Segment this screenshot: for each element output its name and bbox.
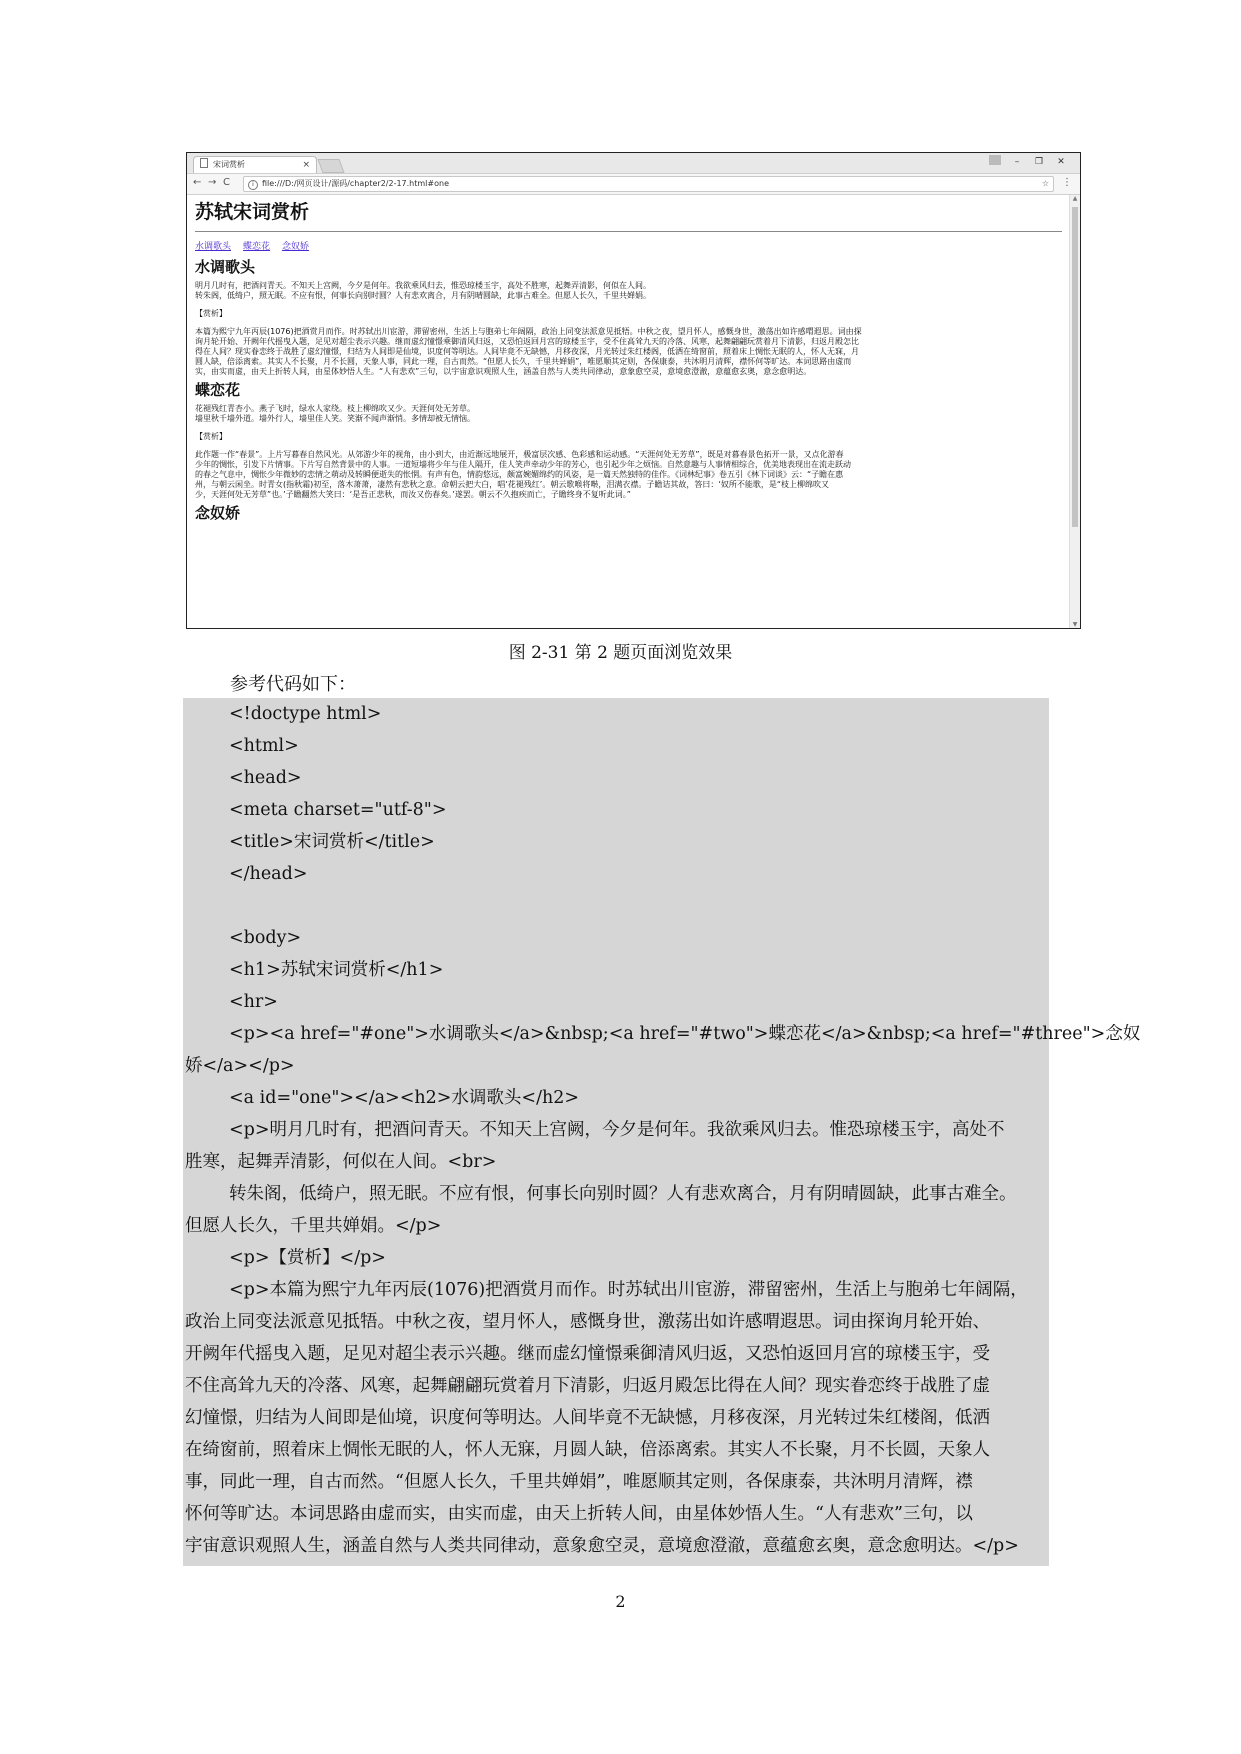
code-line: <p>本篇为熙宁九年丙辰(1076)把酒赏月而作。时苏轼出川宦游，滞留密州，生活上与胞弟七年阔隔， bbox=[229, 1280, 1028, 1300]
code-line: 幻憧憬，归结为人间即是仙境，识度何等明达。人间毕竟不无缺憾，月移夜深，月光转过朱红楼阁，低洒 bbox=[185, 1408, 990, 1428]
code-line: 娇</a></p> bbox=[185, 1056, 295, 1076]
bookmark-star-icon[interactable]: ☆ bbox=[1041, 179, 1049, 188]
link-dielian[interactable]: 蝶恋花 bbox=[243, 242, 271, 252]
browser-tab[interactable] bbox=[193, 156, 317, 173]
poem-line: 明月几时有，把酒问青天。不知天上宫阙，今夕是何年。我欲乘风归去，惟恐琼楼玉宇，高处不胜寒，起舞弄清影，何似在人间。 bbox=[195, 281, 651, 290]
code-line: 开阙年代摇曳入题，足见对超尘表示兴趣。继而虚幻憧憬乘御清风归返，又恐怕返回月宫的琼楼玉宇，受 bbox=[185, 1344, 990, 1364]
link-shuidiao[interactable]: 水调歌头 bbox=[195, 242, 232, 252]
scroll-down-icon[interactable]: ▼ bbox=[1072, 621, 1078, 628]
analysis-line: 少年的惆怅，引发下片情事。下片写自然背景中的人事。一道短墙将少年与佳人隔开，佳人笑声牵动少年的芳心，也引起少年之烦恼。自然意趣与人事情相综合，优美地表现出在流走跃动 bbox=[195, 460, 851, 469]
code-line: <hr> bbox=[229, 992, 278, 1012]
back-icon[interactable]: ← bbox=[193, 177, 202, 188]
close-window-icon[interactable]: ✕ bbox=[1057, 157, 1065, 167]
scrollbar[interactable] bbox=[1069, 195, 1080, 628]
analysis-text bbox=[195, 450, 1062, 500]
code-line: <p><a href="#one">水调歌头</a>&nbsp;<a href="#two">蝶恋花</a>&nbsp;<a href="#three">念奴 bbox=[229, 1024, 1141, 1044]
code-line: <h1>苏轼宋词赏析</h1> bbox=[229, 960, 444, 980]
page-icon bbox=[200, 158, 208, 168]
minimize-icon[interactable]: – bbox=[1014, 157, 1020, 167]
page-heading: 苏轼宋词赏析 bbox=[195, 201, 310, 223]
code-line: 在绮窗前，照着床上惆怅无眠的人，怀人无寐，月圆人缺，倍添离索。其实人不长聚，月不长圆，天象人 bbox=[185, 1440, 990, 1460]
code-line: <meta charset="utf-8"> bbox=[229, 800, 447, 820]
analysis-line: 询月轮开始、开阙年代摇曳入题，足见对超尘表示兴趣。继而虚幻憧憬乘御清风归返，又恐怕返回月宫的琼楼玉宇，受不住高耸九天的冷落、风寒，起舞翩翩玩赏着月下清影，归返月殿怎比 bbox=[195, 337, 859, 346]
analysis-line: 得在人间？现实眷恋终于战胜了虚幻憧憬，归结为人间即是仙境，识度何等明达。人间毕竟不无缺憾，月移夜深，月光转过朱红楼阁，低洒在绮窗前，照着床上惆怅无眠的人，怀人无寐，月 bbox=[195, 347, 859, 356]
url-text: file:///D:/网页设计/源码/chapter2/2-17.html#one bbox=[262, 179, 449, 188]
poem-line: 花褪残红青杏小。燕子飞时，绿水人家绕。枝上柳绵吹又少。天涯何处无芳草。 bbox=[195, 404, 475, 413]
figure-caption: 图 2-31 第 2 题页面浏览效果 bbox=[508, 643, 733, 663]
code-line: <body> bbox=[229, 928, 302, 948]
code-line: <!doctype html> bbox=[229, 704, 382, 724]
anchor-links bbox=[195, 242, 1062, 252]
analysis-line: 州，与朝云闲坐。时青女(指秋霜)初至，落木萧萧，凄然有悲秋之意。命朝云把大白，唱‘花褪残红’。朝云歌喉将啭，泪满衣襟。子瞻诘其故，答曰：‘奴所不能歌，是“枝上柳绵吹又 bbox=[195, 480, 830, 489]
code-line: <title>宋词赏析</title> bbox=[229, 832, 435, 852]
poem-text bbox=[195, 281, 1062, 301]
horizontal-rule bbox=[195, 231, 1062, 232]
code-line: </head> bbox=[229, 864, 308, 884]
scrollbar-thumb[interactable] bbox=[1072, 207, 1078, 527]
code-block bbox=[183, 698, 1141, 1566]
tab-bar bbox=[187, 153, 1080, 174]
analysis-label: 【赏析】 bbox=[195, 432, 227, 441]
page-viewport bbox=[187, 195, 1070, 628]
poem-text bbox=[195, 404, 1062, 424]
analysis-label: 【赏析】 bbox=[195, 309, 227, 318]
code-line: 转朱阁，低绮户，照无眠。不应有恨，何事长向别时圆？人有悲欢离合，月有阴晴圆缺，此事古难全。 bbox=[229, 1184, 1017, 1204]
restore-icon[interactable]: ❐ bbox=[1034, 157, 1044, 167]
address-bar bbox=[187, 174, 1080, 195]
new-tab-button[interactable] bbox=[317, 159, 344, 173]
tab-close-icon[interactable]: × bbox=[302, 160, 310, 170]
section-heading: 蝶恋花 bbox=[195, 381, 241, 399]
code-line: 胜寒，起舞弄清影，何似在人间。<br> bbox=[185, 1152, 497, 1172]
section-heading: 念奴娇 bbox=[195, 504, 241, 522]
url-field[interactable] bbox=[243, 176, 1054, 192]
poem-line: 墙里秋千墙外道。墙外行人，墙里佳人笑。笑渐不闻声渐悄。多情却被无情恼。 bbox=[195, 414, 475, 423]
analysis-line: 实，由实而虚，由天上折转人间，由星体妙悟人生。“人有悲欢”三句，以宇宙意识观照人生，涵盖自然与人类共同律动，意象愈空灵，意境愈澄澈，意蕴愈玄奥，意念愈明达。 bbox=[195, 367, 812, 376]
intro-text: 参考代码如下： bbox=[230, 674, 356, 695]
code-line: <p>【赏析】</p> bbox=[229, 1248, 386, 1268]
code-line: 但愿人长久，千里共婵娟。</p> bbox=[185, 1216, 442, 1236]
analysis-text bbox=[195, 327, 1062, 377]
window-controls bbox=[984, 155, 1072, 167]
code-line: 不住高耸九天的冷落、风寒，起舞翩翩玩赏着月下清影，归返月殿怎比得在人间？现实眷恋终于战胜了虚 bbox=[185, 1376, 990, 1396]
analysis-line: 此作题一作“春景”。上片写暮春自然风光。从郊游少年的视角，由小到大，由近渐远地展开，极富层次感、色彩感和运动感。“天涯何处无芳草”，既是对暮春景色拓开一景，又点化游春 bbox=[195, 450, 844, 459]
user-icon[interactable] bbox=[989, 155, 1001, 165]
code-line: 宇宙意识观照人生，涵盖自然与人类共同律动，意象愈空灵，意境愈澄澈，意蕴愈玄奥，意念愈明达。</p> bbox=[185, 1536, 1019, 1556]
code-line: 怀何等旷达。本词思路由虚而实，由实而虚，由天上折转人间，由星体妙悟人生。“人有悲欢”三句，以 bbox=[185, 1504, 973, 1524]
browser-menu-icon[interactable]: ⋮ bbox=[1062, 177, 1072, 188]
analysis-line: 圆人缺，倍添离索。其实人不长聚，月不长圆，天象人事，同此一理，自古而然。“但愿人长久，千里共婵娟”，唯愿顺其定则，各保康泰，共沐明月清辉，襟怀何等旷达。本词思路由虚而 bbox=[195, 357, 852, 366]
reload-icon[interactable]: C bbox=[223, 177, 230, 188]
code-line: 事，同此一理，自古而然。“但愿人长久，千里共婵娟”，唯愿顺其定则，各保康泰，共沐明月清辉，襟 bbox=[185, 1472, 973, 1492]
code-line: <head> bbox=[229, 768, 302, 788]
code-line: 政治上同变法派意见抵牾。中秋之夜，望月怀人，感慨身世，激荡出如许感喟遐思。词由探询月轮开始、 bbox=[185, 1312, 990, 1332]
scroll-up-icon[interactable]: ▲ bbox=[1072, 195, 1078, 202]
link-niannu[interactable]: 念奴娇 bbox=[282, 242, 310, 252]
tab-title: 宋词赏析 bbox=[213, 160, 245, 169]
analysis-line: 少，天涯何处无芳草”也。’子瞻翻然大笑曰：‘是吾正悲秋，而汝又伤春矣。’遂罢。朝云不久抱疾而亡，子瞻终身不复听此词。” bbox=[195, 490, 631, 499]
forward-icon[interactable]: → bbox=[208, 177, 217, 188]
section-heading: 水调歌头 bbox=[195, 258, 256, 276]
page-number: 2 bbox=[615, 1592, 626, 1611]
code-line: <p>明月几时有，把酒问青天。不知天上宫阙，今夕是何年。我欲乘风归去。惟恐琼楼玉宇，高处不 bbox=[229, 1120, 1005, 1140]
info-icon[interactable]: i bbox=[248, 180, 258, 190]
nav-buttons bbox=[193, 177, 238, 188]
browser-screenshot bbox=[186, 152, 1081, 629]
analysis-line: 的春之气息中，惆怅少年微妙的恋情之萌动及转瞬便逝失的怅惘。有声有色，情韵悠远，颇富婉媚绵约的风姿，是一篇天然独特的佳作。《词林纪事》卷五引《林下词谈》云：“子瞻在惠 bbox=[195, 470, 844, 479]
code-line: <html> bbox=[229, 736, 299, 756]
poem-line: 转朱阁，低绮户，照无眠。不应有恨，何事长向别时圆？人有悲欢离合，月有阴晴圆缺，此事古难全。但愿人长久，千里共婵娟。 bbox=[195, 291, 651, 300]
code-line: <a id="one"></a><h2>水调歌头</h2> bbox=[229, 1088, 580, 1108]
analysis-line: 本篇为熙宁九年丙辰(1076)把酒赏月而作。时苏轼出川宦游，滞留密州，生活上与胞弟七年阔隔，政治上同变法派意见抵牾。中秋之夜，望月怀人，感慨身世，激荡出如许感喟遐思。词由探 bbox=[195, 327, 862, 336]
